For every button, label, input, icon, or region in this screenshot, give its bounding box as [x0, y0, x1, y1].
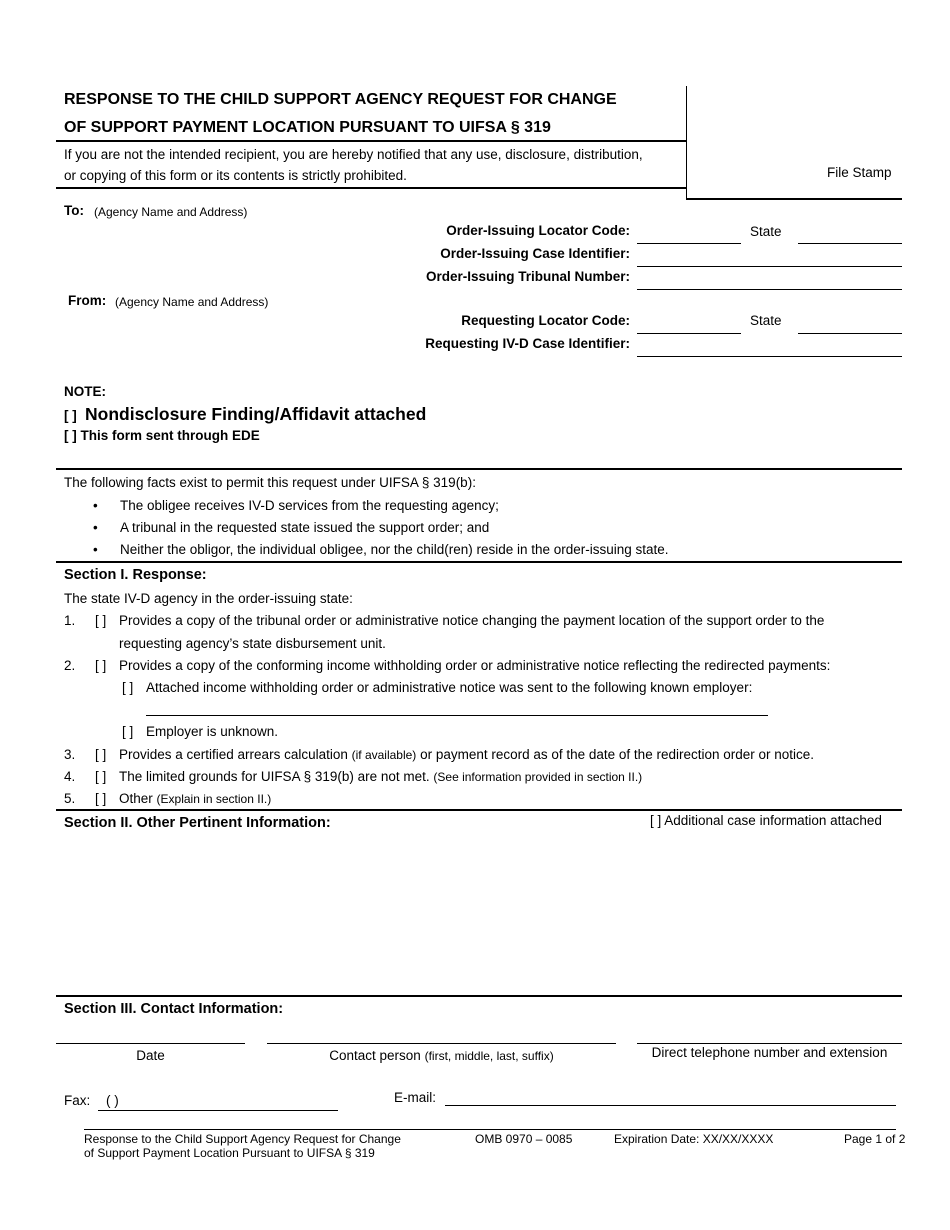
order-case-label: Order-Issuing Case Identifier: [440, 246, 630, 261]
title-divider [56, 140, 686, 142]
form-title-line1: RESPONSE TO THE CHILD SUPPORT AGENCY REQUEST FOR CHANGE [64, 91, 617, 108]
fax-area-code: ( ) [106, 1093, 119, 1108]
from-hint: (Agency Name and Address) [115, 295, 269, 309]
requesting-locator-label: Requesting Locator Code: [461, 313, 630, 328]
item3-checkbox[interactable]: [ ] [95, 747, 107, 762]
facts-intro: The following facts exist to permit this request under UIFSA § 319(b): [64, 475, 476, 490]
item-number: 3. [64, 747, 76, 762]
facts-item: Neither the obligor, the individual obligee, nor the child(ren) reside in the order-issuing state. [120, 542, 669, 557]
section2-top-divider [56, 809, 902, 811]
contact-person-label: Contact person (first, middle, last, suffix) [329, 1048, 554, 1063]
to-hint: (Agency Name and Address) [94, 205, 248, 219]
file-stamp-label: File Stamp [827, 165, 892, 180]
telephone-field[interactable] [637, 1043, 902, 1044]
facts-item: A tribunal in the requested state issued the support order; and [120, 520, 490, 535]
item1-text: Provides a copy of the tribunal order or administrative notice changing the payment location of the support order to the [119, 613, 825, 628]
order-state-field[interactable] [798, 243, 902, 244]
item-number: 1. [64, 613, 76, 628]
note-heading: NOTE: [64, 384, 106, 399]
email-field[interactable] [445, 1105, 896, 1106]
item2-checkbox[interactable]: [ ] [95, 658, 107, 673]
bullet-icon: • [93, 542, 98, 557]
to-label: To: [64, 203, 84, 218]
footer-expiration-date: Expiration Date: XX/XX/XXXX [614, 1132, 774, 1146]
telephone-label: Direct telephone number and extension [651, 1045, 888, 1060]
requesting-case-field[interactable] [637, 356, 902, 357]
section1-intro: The state IV-D agency in the order-issuing state: [64, 591, 353, 606]
item-number: 4. [64, 769, 76, 784]
footer-omb-number: OMB 0970 – 0085 [475, 1132, 573, 1146]
item2b-text: Employer is unknown. [146, 724, 279, 739]
footer-page-number: Page 1 of 2 [844, 1132, 906, 1146]
section3-heading: Section III. Contact Information: [64, 1001, 284, 1017]
item4-checkbox[interactable]: [ ] [95, 769, 107, 784]
notice-divider [56, 187, 686, 189]
section2-heading: Section II. Other Pertinent Information: [64, 815, 331, 831]
bullet-icon: • [93, 498, 98, 513]
ede-checkbox-label[interactable]: [ ] This form sent through EDE [64, 428, 260, 443]
footer-title-line1: Response to the Child Support Agency Request for Change [84, 1132, 401, 1146]
email-label: E-mail: [394, 1090, 437, 1105]
footer-title-line2: of Support Payment Location Pursuant to UIFSA § 319 [84, 1146, 375, 1160]
item1-checkbox[interactable]: [ ] [95, 613, 107, 628]
fax-field[interactable] [98, 1110, 338, 1111]
footer-rule [84, 1129, 896, 1130]
section1-heading: Section I. Response: [64, 567, 207, 583]
date-field[interactable] [56, 1043, 245, 1044]
item-number: 2. [64, 658, 76, 673]
bullet-icon: • [93, 520, 98, 535]
confidentiality-notice-line2: or copying of this form or its contents is strictly prohibited. [64, 168, 407, 183]
item2a-text: Attached income withholding order or administrative notice was sent to the following known employer: [146, 680, 753, 695]
item1-text-line2: requesting agency’s state disbursement unit. [119, 636, 386, 651]
nondisclosure-checkbox[interactable]: [ ] [64, 408, 77, 423]
section3-top-divider [56, 995, 902, 997]
section1-top-divider [56, 561, 902, 563]
from-label: From: [68, 293, 107, 308]
state-label-requesting: State [750, 313, 782, 328]
requesting-state-field[interactable] [798, 333, 902, 334]
order-tribunal-field[interactable] [637, 289, 902, 290]
order-tribunal-label: Order-Issuing Tribunal Number: [425, 269, 630, 284]
item2a-checkbox[interactable]: [ ] [122, 680, 134, 695]
facts-item: The obligee receives IV-D services from the requesting agency; [120, 498, 499, 513]
item-number: 5. [64, 791, 76, 806]
requesting-locator-field[interactable] [637, 333, 741, 334]
nondisclosure-label: Nondisclosure Finding/Affidavit attached [85, 404, 427, 424]
file-stamp-border [686, 86, 687, 198]
order-case-field[interactable] [637, 266, 902, 267]
item5-text: Other (Explain in section II.) [119, 791, 272, 806]
item3-text: Provides a certified arrears calculation (if available) or payment record as of the date of the redirection order or notice. [119, 747, 815, 762]
order-locator-label: Order-Issuing Locator Code: [446, 223, 630, 238]
item2b-checkbox[interactable]: [ ] [122, 724, 134, 739]
contact-person-field[interactable] [267, 1043, 616, 1044]
item2-text: Provides a copy of the conforming income withholding order or administrative notice reflecting the redirected payments: [119, 658, 831, 673]
additional-info-checkbox[interactable]: [ ] Additional case information attached [650, 813, 882, 828]
state-label-order: State [750, 224, 782, 239]
confidentiality-notice-line1: If you are not the intended recipient, you are hereby notified that any use, disclosure, distribution, [64, 147, 643, 162]
order-locator-field[interactable] [637, 243, 741, 244]
item5-checkbox[interactable]: [ ] [95, 791, 107, 806]
date-label: Date [136, 1048, 165, 1063]
item4-text: The limited grounds for UIFSA § 319(b) are not met. (See information provided in section II.) [119, 769, 643, 784]
file-stamp-bottom-border [686, 198, 902, 200]
employer-field[interactable] [146, 715, 768, 716]
facts-top-divider [56, 468, 902, 470]
form-title-line2: OF SUPPORT PAYMENT LOCATION PURSUANT TO UIFSA § 319 [64, 119, 551, 136]
fax-label: Fax: [64, 1093, 91, 1108]
requesting-case-label: Requesting IV-D Case Identifier: [425, 336, 630, 351]
